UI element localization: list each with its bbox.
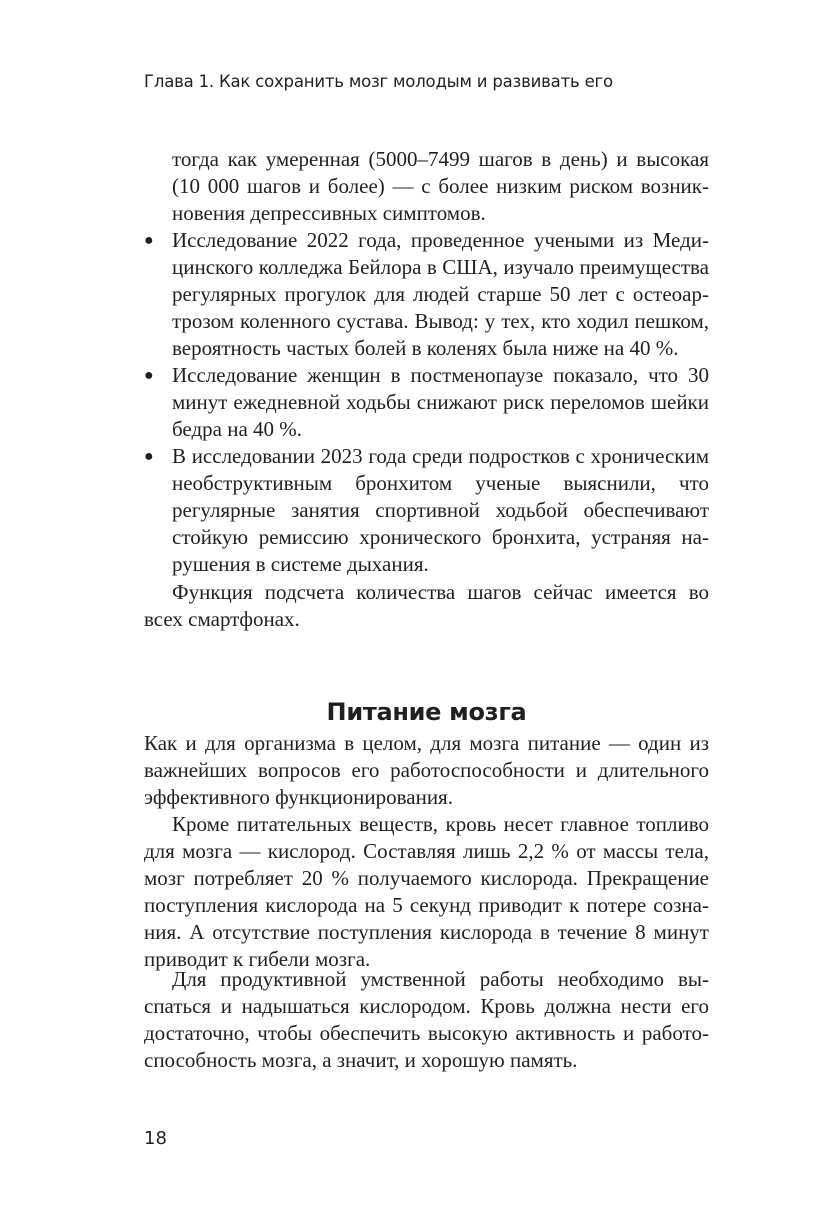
- bullet-icon: ●: [144, 367, 154, 384]
- bullet-item: [144, 227, 709, 362]
- bullet-list: [144, 227, 709, 578]
- page-number: 18: [144, 1128, 167, 1149]
- closing-paragraph: Функция подсчета количества шагов сейчас имеется во всех смартфонах.: [144, 580, 709, 631]
- bullet-item: [144, 362, 709, 443]
- bullet-text: В исследовании 2023 года среди подростков с хроническим необструктивным бронхитом ученые выяснили, что регулярные занятия спортивной ходьбой обеспечивают стойкую ремиссию хронического бронхита, устраняя нарушения в системе дыхания.: [172, 444, 709, 576]
- bullet-icon: ●: [144, 232, 154, 249]
- section-paragraph-1: Как и для организма в целом, для мозга питание — один из важнейших вопросов его работоспособности и длительного эффективного функционирования.: [144, 731, 709, 809]
- section-paragraph-2: Кроме питательных веществ, кровь несет главное топливо для мозга — кислород. Составляя лишь 2,2 % от массы тела, мозг потребляет 20 % получаемого кислорода. Прекращение поступления кислорода на 5 секунд приводит к потере сознания. А отсутствие поступления кислорода в течение 8 минут приводит к гибели мозга.: [144, 812, 709, 971]
- bullet-text: Исследование женщин в постменопаузе показало, что 30 минут ежедневной ходьбы снижают риск переломов шейки бедра на 40 %.: [172, 363, 709, 441]
- running-header: Глава 1. Как сохранить мозг молодым и развивать его: [144, 72, 613, 91]
- section-heading: Питание мозга: [326, 697, 527, 726]
- bullet-icon: ●: [144, 448, 154, 465]
- bullet-item: [144, 443, 709, 578]
- bullet-text: Исследование 2022 года, проведенное учеными из Медицинского колледжа Бейлора в США, изучало преимущества регулярных прогулок для людей старше 50 лет с остеоартрозом коленного сустава. Вывод: у тех, кто ходил пешком, вероятность частых болей в коленях была ниже на 40 %.: [172, 228, 709, 360]
- continuation-paragraph: тогда как умеренная (5000–7499 шагов в день) и высокая (10 000 шагов и более) — с более низким риском возникновения депрессивных симптомов.: [172, 147, 709, 225]
- section-paragraph-3: Для продуктивной умственной работы необходимо выспаться и надышаться кислородом. Кровь должна нести его достаточно, чтобы обеспечить высокую активность и работоспособность мозга, а значит, и хорошую память.: [144, 967, 709, 1072]
